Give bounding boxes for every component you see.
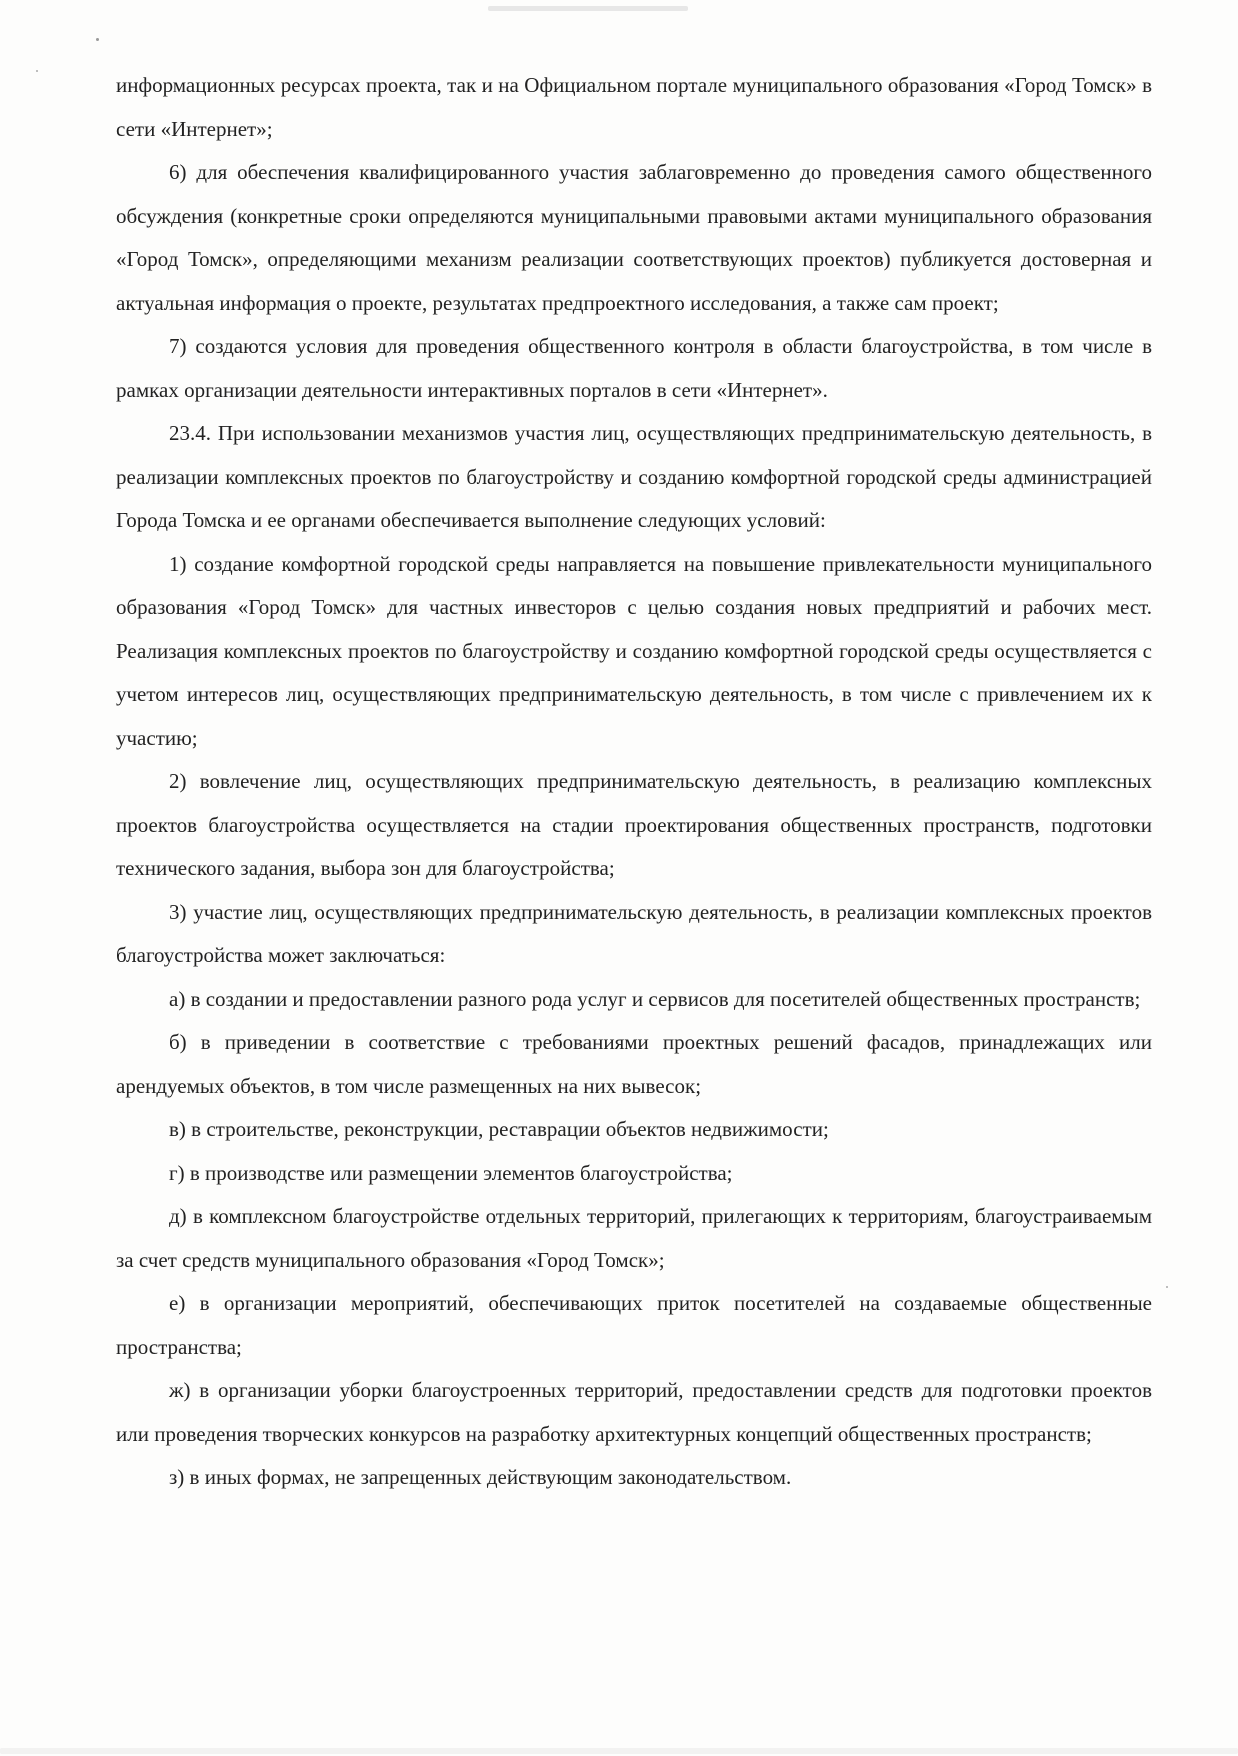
paragraph-3: 7) создаются условия для проведения общественного контроля в области благоустройства, в том числе в рамках организации деятельности интерактивных порталов в сети «Интернет».: [116, 334, 1152, 402]
paragraph-10: в) в строительстве, реконструкции, реставрации объектов недвижимости;: [169, 1117, 829, 1141]
paragraph-6: 2) вовлечение лиц, осуществляющих предпринимательскую деятельность, в реализацию комплексных проектов благоустройства осуществляется на стадии проектирования общественных пространств, подготовки технического задания, выбора зон для благоустройства;: [116, 769, 1152, 880]
paragraph-9: б) в приведении в соответствие с требованиями проектных решений фасадов, принадлежащих или арендуемых объектов, в том числе размещенных на них вывесок;: [116, 1030, 1152, 1098]
paragraph-4: 23.4. При использовании механизмов участия лиц, осуществляющих предпринимательскую деятельность, в реализации комплексных проектов по благоустройству и созданию комфортной городской среды администрацией Города Томска и ее органами обеспечивается выполнение следующих условий:: [116, 421, 1152, 532]
paragraph-7: 3) участие лиц, осуществляющих предпринимательскую деятельность, в реализации комплексных проектов благоустройства может заключаться:: [116, 899, 1152, 967]
document-body: [116, 64, 1152, 1500]
scan-artifact-bottom: [0, 1748, 1238, 1754]
scan-artifact-left-dot: [96, 38, 99, 41]
paragraph-13: е) в организации мероприятий, обеспечивающих приток посетителей на создаваемые общественные пространства;: [116, 1291, 1152, 1359]
paragraph-12: д) в комплексном благоустройстве отдельных территорий, прилегающих к территориям, благоустраиваемым за счет средств муниципального образования «Город Томск»;: [116, 1204, 1152, 1272]
paragraph-15: з) в иных формах, не запрещенных действующим законодательством.: [169, 1465, 792, 1489]
scan-artifact-right-dot: [1166, 1286, 1168, 1288]
paragraph-8: а) в создании и предоставлении разного рода услуг и сервисов для посетителей общественных пространств;: [169, 986, 1141, 1011]
paragraph-5: 1) создание комфортной городской среды направляется на повышение привлекательности муниципального образования «Город Томск» для частных инвесторов с целью создания новых предприятий и рабочих мест. Реализация комплексных проектов по благоустройству и созданию комфортной городской среды осуществляется с учетом интересов лиц, осуществляющих предпринимательскую деятельность, в том числе с привлечением их к участию;: [116, 551, 1152, 750]
paragraph-14: ж) в организации уборки благоустроенных территорий, предоставлении средств для подготовки проектов или проведения творческих конкурсов на разработку архитектурных концепций общественных пространств;: [116, 1378, 1152, 1446]
scan-artifact-top: [488, 6, 688, 11]
paragraph-1: информационных ресурсах проекта, так и на Официальном портале муниципального образования «Город Томск» в сети «Интернет»;: [116, 73, 1152, 141]
paragraph-11: г) в производстве или размещении элементов благоустройства;: [169, 1160, 733, 1185]
scan-artifact-left-dot-2: [36, 70, 38, 72]
paragraph-2: 6) для обеспечения квалифицированного участия заблаговременно до проведения самого общественного обсуждения (конкретные сроки определяются муниципальными правовыми актами муниципального образования «Город Томск», определяющими механизм реализации соответствующих проектов) публикуется достоверная и актуальная информация о проекте, результатах предпроектного исследования, а также сам проект;: [116, 160, 1152, 315]
